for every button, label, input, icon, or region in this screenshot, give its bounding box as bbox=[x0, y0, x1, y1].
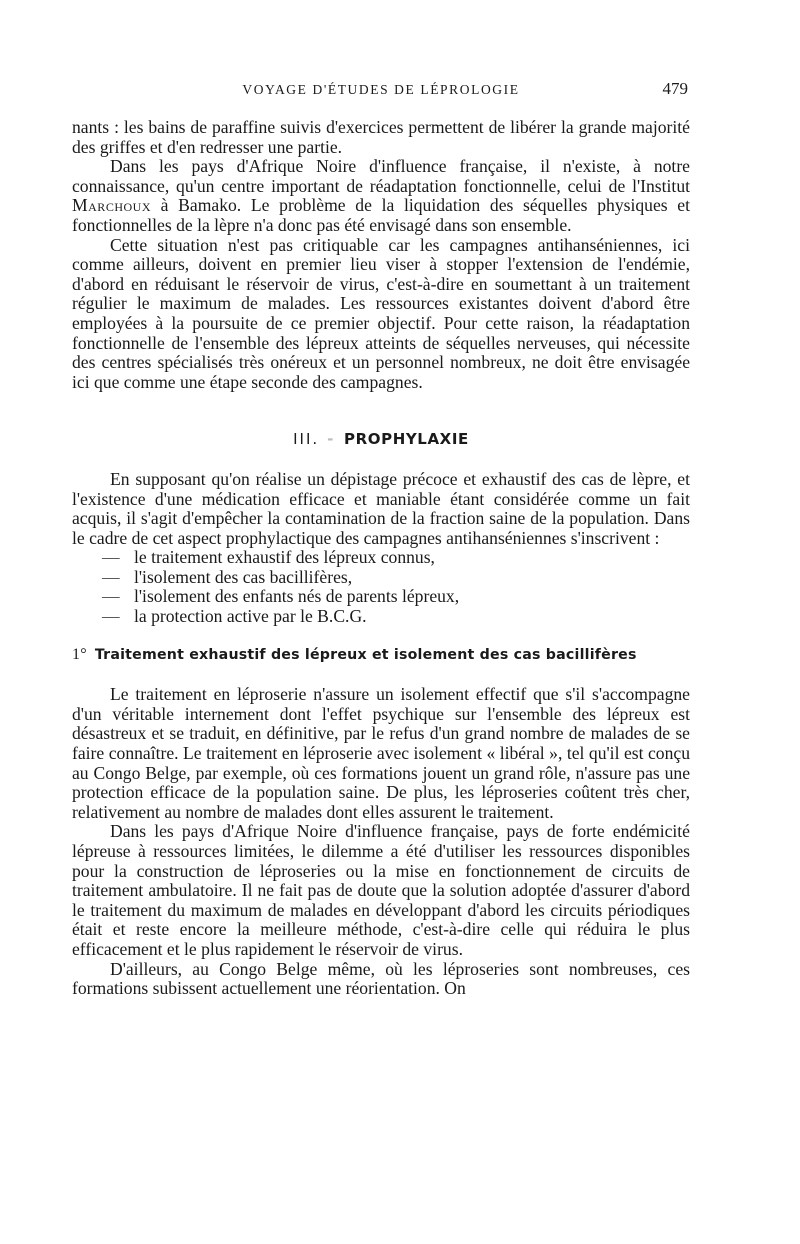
list-item bbox=[104, 587, 690, 607]
list-item-text: l'isolement des enfants nés de parents lépreux, bbox=[134, 586, 460, 607]
paragraph-afrique-noire bbox=[72, 157, 690, 235]
prophylaxis-list bbox=[72, 548, 690, 626]
list-marker: — bbox=[102, 586, 120, 607]
list-item-text: l'isolement des cas bacillifères, bbox=[134, 566, 353, 587]
paragraph-congo-belge: D'ailleurs, au Congo Belge même, où les léproseries sont nombreuses, ces formations subissent actuellement une réorientation. On bbox=[72, 958, 690, 999]
paragraph-situation: Cette situation n'est pas critiquable car les campagnes antihanséniennes, ici comme ailleurs, doivent en premier lieu viser à stopper l'extension de l'endémie, d'abord en réduisant le réservoir de virus, c'est-à-dire en soumettant à un traitement régulier le maximum de malades. Les ressources existantes doivent d'abord être employées à la poursuite de ce premier objectif. Pour cette raison, la réadaptation fonctionnelle de l'ensemble des lépreux atteints de séquelles nerveuses, qui nécessite des centres spécialisés très onéreux et un personnel nombreux, ne doit être envisagée ici que comme une étape seconde des campagnes. bbox=[72, 234, 690, 392]
paragraph-text: à Bamako. Le problème de la liquidation des séquelles physiques et fonctionnelles de la lèpre n'a donc pas été envisagé dans son ensemble. bbox=[72, 195, 690, 235]
subsection-heading bbox=[72, 645, 690, 666]
section-number: III. bbox=[293, 430, 320, 449]
list-marker: — bbox=[102, 606, 120, 627]
section-heading bbox=[72, 430, 690, 450]
page-header bbox=[72, 79, 690, 106]
list-item-text: le traitement exhaustif des lépreux connus, bbox=[134, 547, 435, 568]
section-title: PROPHYLAXIE bbox=[344, 430, 469, 449]
list-marker: — bbox=[102, 547, 120, 568]
institute-name: Marchoux bbox=[72, 195, 151, 216]
running-title: VOYAGE D'ÉTUDES DE LÉPROLOGIE bbox=[242, 82, 520, 97]
list-marker: — bbox=[102, 566, 120, 587]
section-dash: - bbox=[327, 430, 334, 449]
subsection-title: Traitement exhaustif des lépreux et isolement des cas bacillifères bbox=[94, 646, 637, 663]
page-body bbox=[72, 118, 690, 999]
page-number: 479 bbox=[662, 79, 688, 98]
paragraph-dilemme: Dans les pays d'Afrique Noire d'influence française, pays de forte endémicité lépreuse à ressources limitées, le dilemme a été d'utiliser les ressources disponibles pour la construction de léproseries ou la mise en fonctionnement de circuits de traitement ambulatoire. Il ne fait pas de doute que la solution adoptée d'assurer d'abord le traitement du maximum de malades en développant d'abord les circuits périodiques était et reste encore la meilleure méthode, c'est-à-dire celle qui réduira le plus efficacement et le plus rapidement le réservoir de virus. bbox=[72, 821, 690, 959]
list-item bbox=[104, 548, 690, 568]
paragraph-leproserie: Le traitement en léproserie n'assure un isolement effectif que s'il s'accompagne d'un véritable internement dont l'effet psychique sur l'ensemble des lépreux est désastreux et se traduit, en définitive, par le refus d'un grand nombre de malades de se faire connaître. Le traitement en léproserie avec isolement « libéral », tel qu'il est conçu au Congo Belge, par exemple, où ces formations jouent un grand rôle, n'assure pas une protection efficace de la population saine. De plus, les léproseries coûtent très cher, relativement au nombre de malades dont elles assurent le traitement. bbox=[72, 684, 690, 822]
list-item-text: la protection active par le B.C.G. bbox=[134, 606, 367, 627]
subsection-number: 1° bbox=[72, 645, 87, 663]
list-item bbox=[104, 568, 690, 588]
paragraph-continued: nants : les bains de paraffine suivis d'exercices permettent de libérer la grande majorité des griffes et d'en redresser une partie. bbox=[72, 117, 690, 157]
paragraph-text: Dans les pays d'Afrique Noire d'influence française, il n'existe, à notre connaissance, qu'un centre important de réadaptation fonctionnelle, celui de l'Institut bbox=[72, 156, 690, 196]
list-item bbox=[104, 607, 690, 627]
section-intro: En supposant qu'on réalise un dépistage précoce et exhaustif des cas de lèpre, et l'existence d'une médication efficace et maniable étant considérée comme un fait acquis, il s'agit d'empêcher la contamination de la fraction saine de la population. Dans le cadre de cet aspect prophylactique des campagnes antihanséniennes s'inscrivent : bbox=[72, 468, 690, 548]
